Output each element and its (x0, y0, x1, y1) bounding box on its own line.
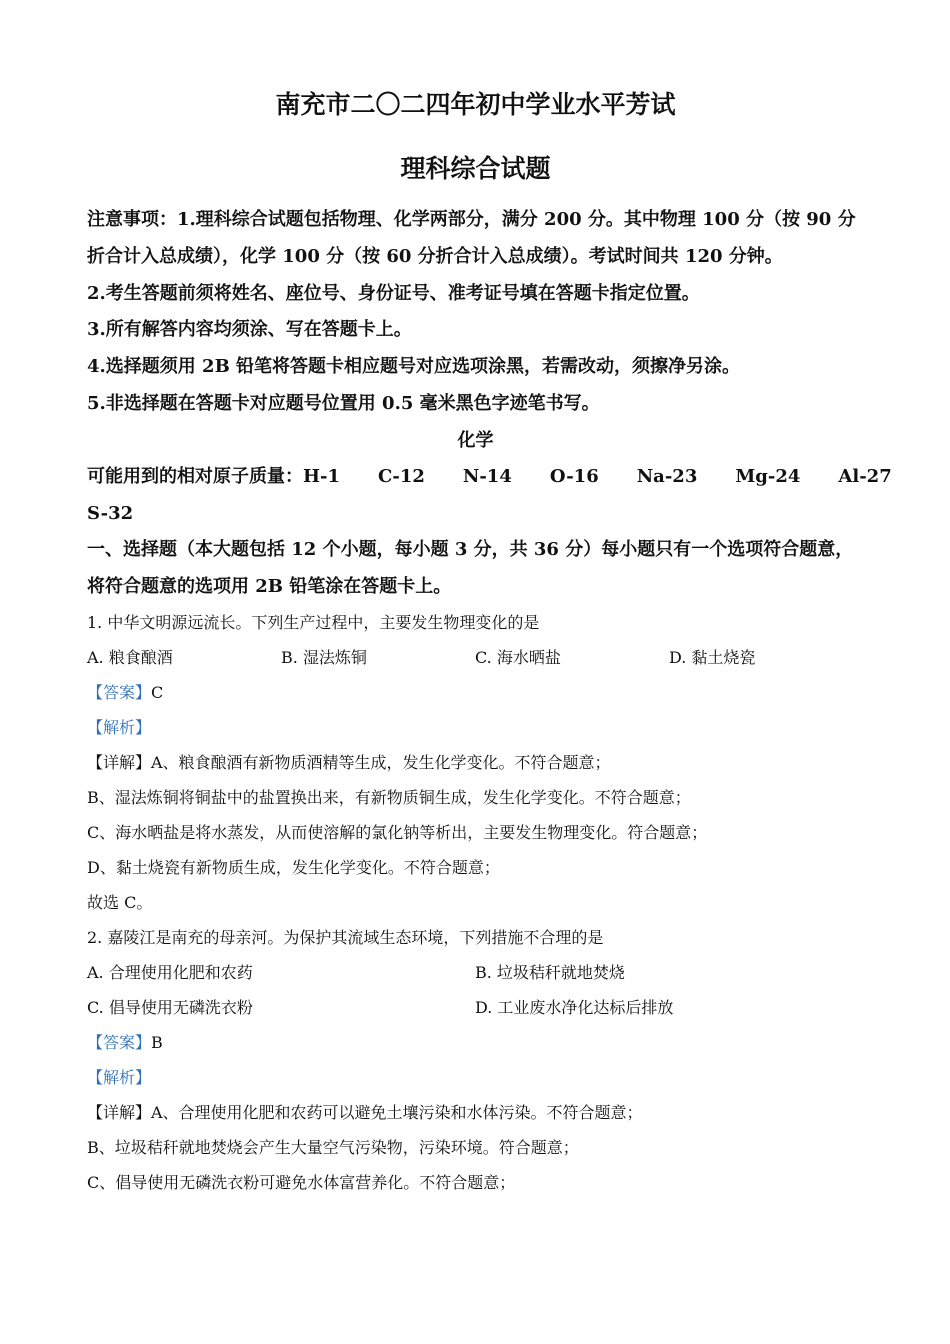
option-b: B. 湿法炼铜 (281, 648, 367, 667)
atomic-mass-item: C-12 (378, 466, 425, 487)
notes-line: 2.考生答题前须将姓名、座位号、身份证号、准考证号填在答题卡指定位置。 (87, 283, 700, 304)
notes-line: 折合计入总成绩），化学 100 分（按 60 分折合计入总成绩）。考试时间共 120 分钟。 (87, 246, 783, 267)
answer-value: B (151, 1033, 163, 1052)
exam-title: 南充市二〇二四年初中学业水平芳试 (275, 90, 676, 119)
atomic-mass-item: N-14 (462, 466, 512, 487)
atomic-mass-item: O-16 (549, 466, 599, 487)
answer-tag: 【答案】 (87, 1033, 152, 1052)
option-c: C. 倡导使用无磷洗衣粉 (87, 998, 253, 1017)
option-row (87, 643, 864, 673)
detail-line: B、湿法炼铜将铜盐中的盐置换出来，有新物质铜生成，发生化学变化。不符合题意； (87, 788, 691, 807)
detail-line: 【详解】A、粮食酿酒有新物质酒精等生成，发生化学变化。不符合题意； (87, 753, 611, 772)
option-d: D. 工业废水净化达标后排放 (475, 998, 674, 1017)
notes-line: 3.所有解答内容均须涂、写在答题卡上。 (87, 319, 412, 340)
section-heading: 一、选择题（本大题包括 12 个小题，每小题 3 分，共 36 分）每小题只有一个选项符合题意， (87, 539, 854, 560)
detail-line: C、倡导使用无磷洗衣粉可避免水体富营养化。不符合题意； (87, 1173, 516, 1192)
atomic-mass-item: Na-23 (636, 466, 698, 487)
detail-line: B、垃圾秸秆就地焚烧会产生大量空气污染物，污染环境。符合题意； (87, 1138, 579, 1157)
question-stem: 2. 嘉陵江是南充的母亲河。为保护其流域生态环境，下列措施不合理的是 (87, 928, 604, 947)
answer-tag: 【答案】 (87, 683, 152, 702)
option-d: D. 黏土烧瓷 (669, 648, 756, 667)
section-heading: 将符合题意的选项用 2B 铅笔涂在答题卡上。 (87, 576, 452, 597)
detail-line: C、海水晒盐是将水蒸发，从而使溶解的氯化钠等析出，主要发生物理变化。符合题意； (87, 823, 708, 842)
atomic-mass-item: Mg-24 (735, 466, 801, 487)
answer-line (87, 678, 864, 708)
atomic-mass-item: Al-27 (838, 466, 892, 487)
option-row (87, 993, 864, 1023)
detail-line: D、黏土烧瓷有新物质生成，发生化学变化。不符合题意； (87, 858, 500, 877)
question-stem: 1. 中华文明源远流长。下列生产过程中，主要发生物理变化的是 (87, 613, 540, 632)
atomic-mass-row (87, 462, 892, 492)
analysis-tag: 【解析】 (87, 1068, 152, 1087)
detail-line: 【详解】A、合理使用化肥和农药可以避免土壤污染和水体污染。不符合题意； (87, 1103, 643, 1122)
detail-line: 故选 C。 (87, 893, 153, 912)
option-b: B. 垃圾秸秆就地焚烧 (475, 963, 625, 982)
analysis-tag: 【解析】 (87, 718, 152, 737)
option-a: A. 合理使用化肥和农药 (87, 963, 253, 982)
atomic-mass-tail: S-32 (87, 503, 134, 524)
answer-line (87, 1028, 864, 1058)
notes-line: 注意事项：1.理科综合试题包括物理、化学两部分，满分 200 分。其中物理 100 分（按 90 分 (87, 209, 856, 230)
notes-line: 4.选择题须用 2B 铅笔将答题卡相应题号对应选项涂黑，若需改动，须擦净另涂。 (87, 356, 741, 377)
answer-value: C (151, 683, 164, 702)
option-a: A. 粮食酿酒 (87, 648, 173, 667)
option-row (87, 958, 864, 988)
atomic-mass-label: 可能用到的相对原子质量：H-1 (87, 466, 341, 487)
option-c: C. 海水晒盐 (475, 648, 561, 667)
exam-subtitle: 理科综合试题 (400, 154, 551, 183)
subject-heading: 化学 (457, 430, 494, 451)
notes-line: 5.非选择题在答题卡对应题号位置用 0.5 毫米黑色字迹笔书写。 (87, 393, 600, 414)
